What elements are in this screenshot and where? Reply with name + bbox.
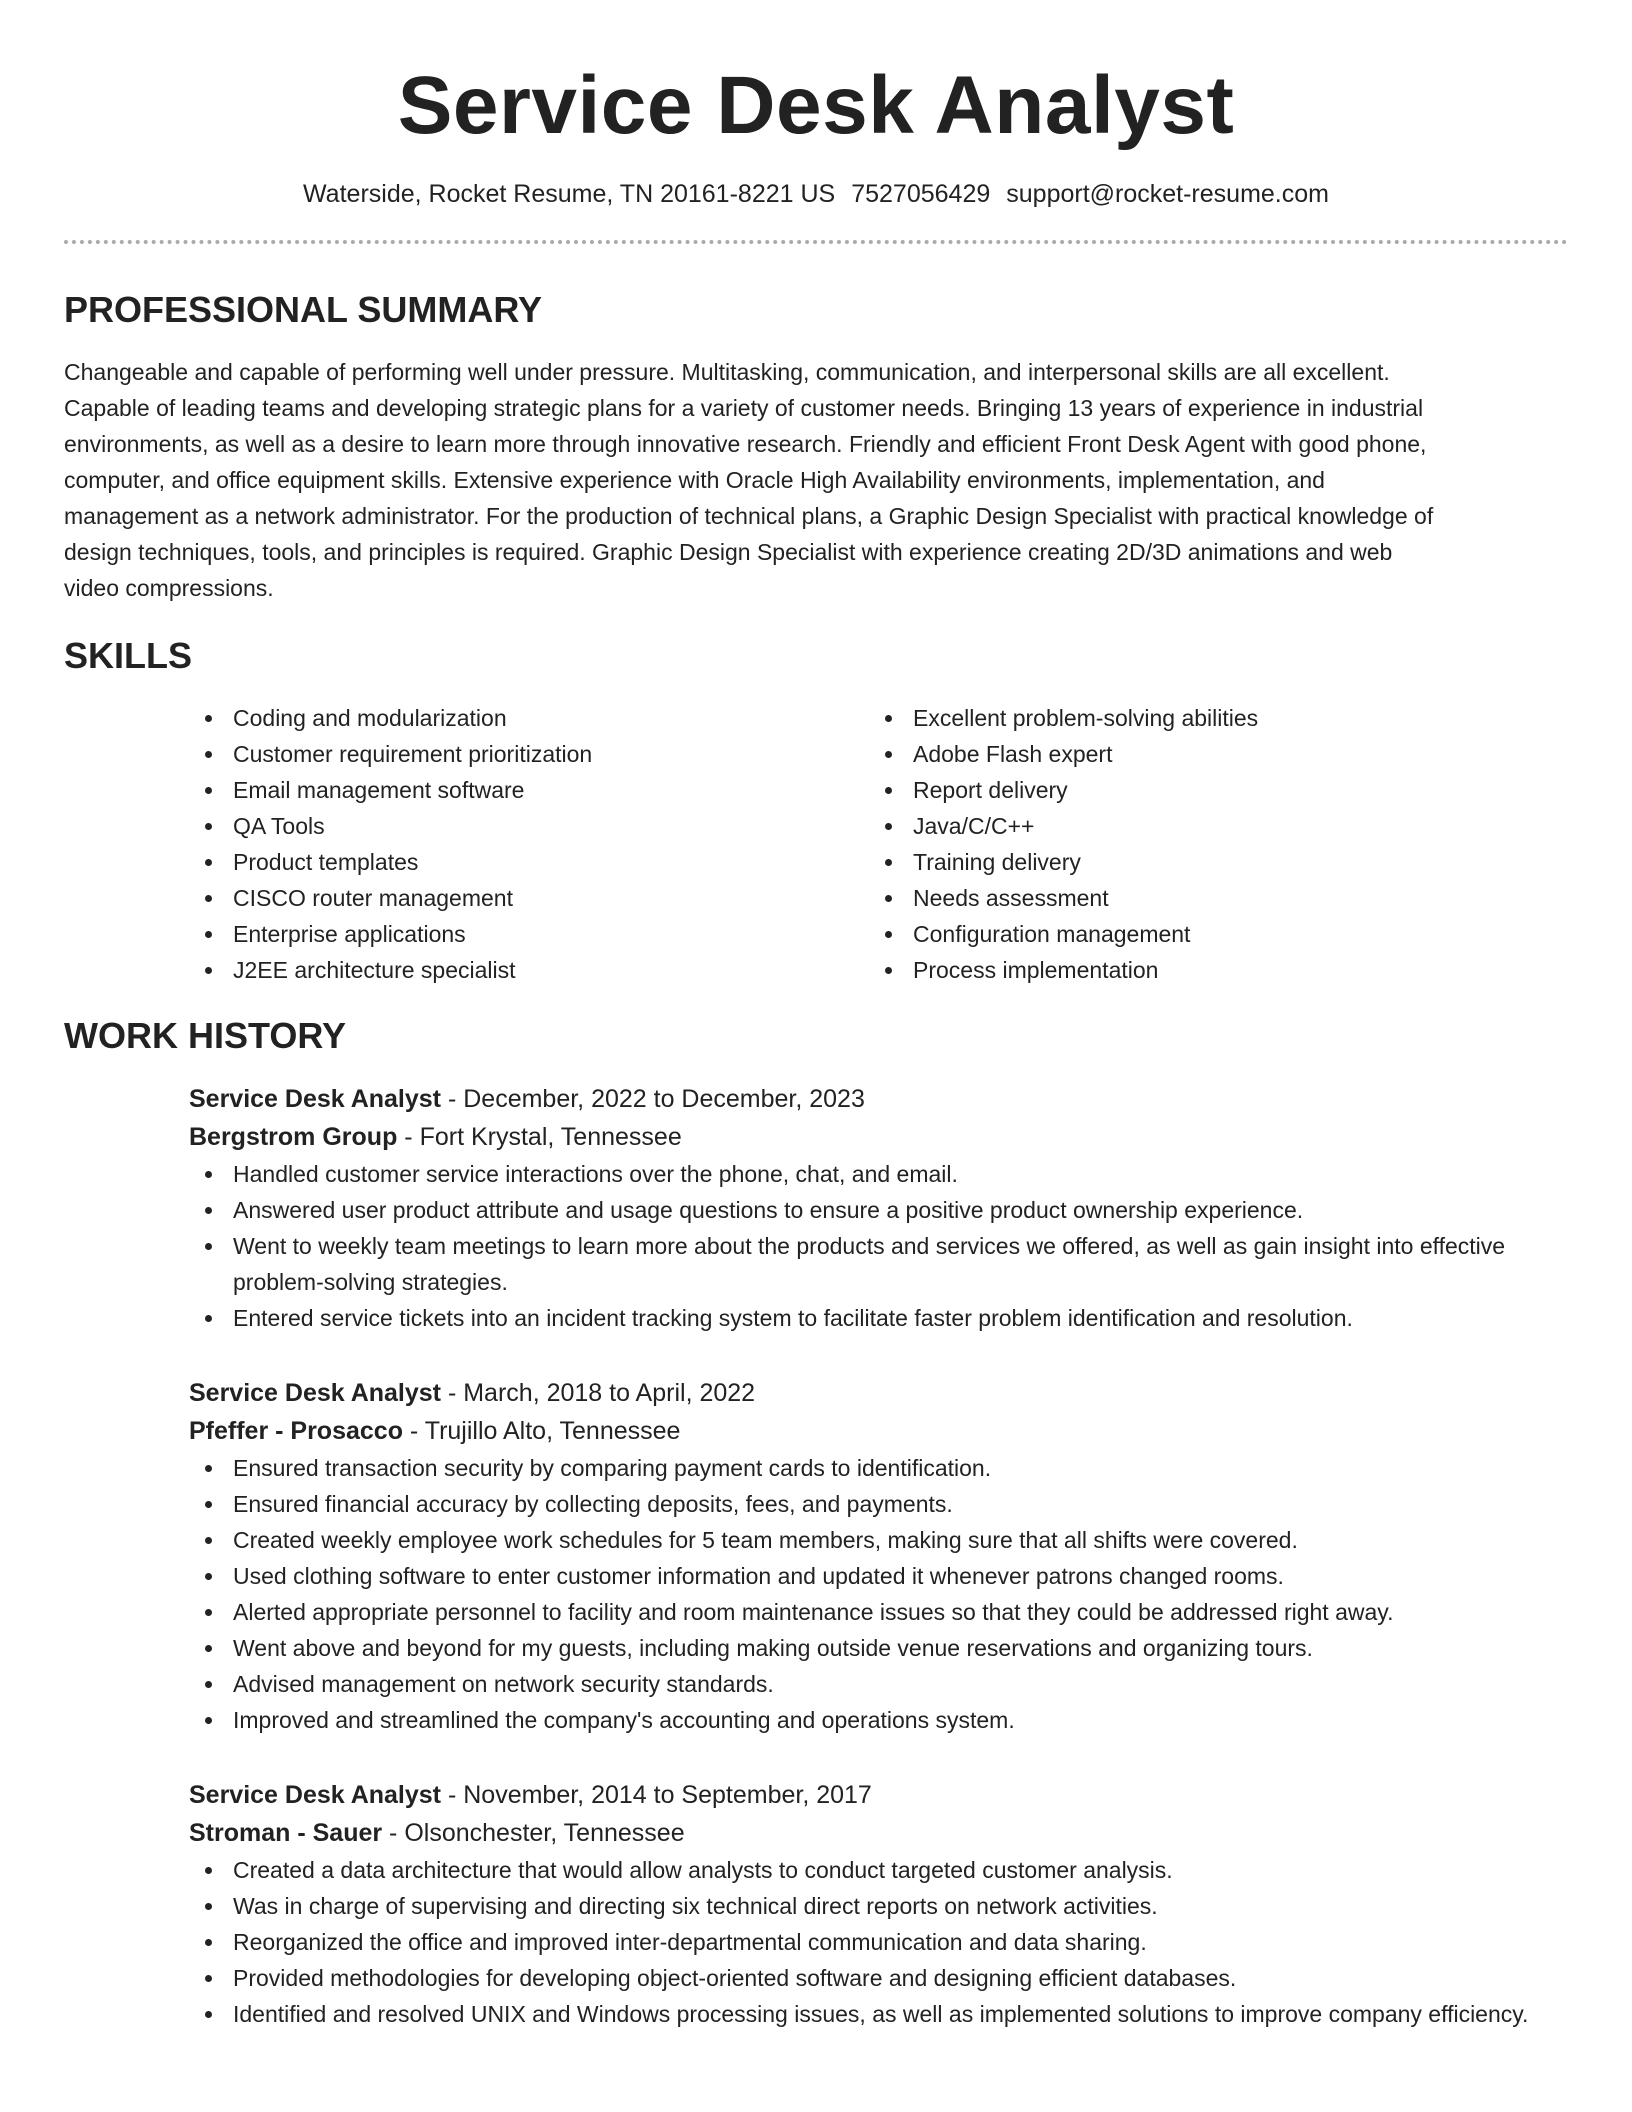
job-dates: - December, 2022 to December, 2023: [441, 1085, 865, 1113]
job-duties: [189, 1450, 1569, 1738]
contact-email: support@rocket-resume.com: [1006, 180, 1329, 208]
job-duty-item: Created weekly employee work schedules for 5 team members, making sure that all shifts were covered.: [189, 1522, 1569, 1558]
skill-item: CISCO router management: [189, 880, 869, 916]
job-duty-item: Advised management on network security standards.: [189, 1666, 1569, 1702]
skill-item: Customer requirement prioritization: [189, 736, 869, 772]
summary-text: Changeable and capable of performing well under pressure. Multitasking, communication, and interpersonal skills are all excellent. Capable of leading teams and developing strategic plans for a variety of customer needs. Bringing 13 years of experience in industrial environments, as well as a desire to learn more through innovative research. Friendly and efficient Front Desk Agent with good phone, computer, and office equipment skills. Extensive experience with Oracle High Availability environments, implementation, and management as a network administrator. For the production of technical plans, a Graphic Design Specialist with practical knowledge of design techniques, tools, and principles is required. Graphic Design Specialist with experience creating 2D/3D animations and web video compressions.: [64, 359, 1434, 601]
job-position: Service Desk Analyst: [189, 1781, 442, 1809]
skill-item: J2EE architecture specialist: [189, 952, 869, 988]
job-duties: [189, 1156, 1569, 1336]
job-duty-item: Entered service tickets into an incident tracking system to facilitate faster problem identification and resolution.: [189, 1300, 1569, 1336]
skills-column-right: [869, 700, 1549, 988]
job-location: - Fort Krystal, Tennessee: [397, 1123, 682, 1151]
job-duty-item: Went to weekly team meetings to learn more about the products and services we offered, as well as gain insight into effective problem-solving strategies.: [189, 1228, 1569, 1300]
summary-heading: PROFESSIONAL SUMMARY: [64, 289, 543, 330]
job-position: Service Desk Analyst: [189, 1085, 442, 1113]
skill-item: Excellent problem-solving abilities: [869, 700, 1549, 736]
job-duty-item: Ensured transaction security by comparing payment cards to identification.: [189, 1450, 1569, 1486]
job-title-line: [189, 1776, 1568, 1814]
job-title-line: [189, 1374, 1568, 1412]
job-company-line: [189, 1412, 1568, 1450]
contact-line: [64, 178, 1568, 210]
skill-item: Email management software: [189, 772, 869, 808]
job-company-line: [189, 1814, 1568, 1852]
resume-page: [64, 0, 1568, 2032]
job-duty-item: Went above and beyond for my guests, including making outside venue reservations and organizing tours.: [189, 1630, 1569, 1666]
job-company: Bergstrom Group: [189, 1123, 398, 1151]
skill-item: Training delivery: [869, 844, 1549, 880]
skill-item: QA Tools: [189, 808, 869, 844]
job-duties: [189, 1852, 1569, 2032]
job-duty-item: Improved and streamlined the company's accounting and operations system.: [189, 1702, 1569, 1738]
contact-address: Waterside, Rocket Resume, TN 20161-8221 US: [303, 180, 836, 208]
skill-item: Needs assessment: [869, 880, 1549, 916]
job-duty-item: Was in charge of supervising and directing six technical direct reports on network activities.: [189, 1888, 1569, 1924]
job-duty-item: Created a data architecture that would allow analysts to conduct targeted customer analysis.: [189, 1852, 1569, 1888]
job-duty-item: Reorganized the office and improved inter-departmental communication and data sharing.: [189, 1924, 1569, 1960]
skill-item: Enterprise applications: [189, 916, 869, 952]
skill-item: Process implementation: [869, 952, 1549, 988]
job-entry: [189, 1374, 1568, 1738]
job-duty-item: Handled customer service interactions over the phone, chat, and email.: [189, 1156, 1569, 1192]
job-duty-item: Provided methodologies for developing object-oriented software and designing efficient databases.: [189, 1960, 1569, 1996]
skills-list: [189, 700, 1568, 988]
job-duty-item: Answered user product attribute and usage questions to ensure a positive product ownership experience.: [189, 1192, 1569, 1228]
contact-phone: 7527056429: [851, 180, 991, 208]
skill-item: Report delivery: [869, 772, 1549, 808]
job-duty-item: Alerted appropriate personnel to facility and room maintenance issues so that they could be addressed right away.: [189, 1594, 1569, 1630]
skills-column-left: [189, 700, 869, 988]
job-entry: [189, 1776, 1568, 2032]
job-company-line: [189, 1118, 1568, 1156]
job-duty-item: Ensured financial accuracy by collecting deposits, fees, and payments.: [189, 1486, 1569, 1522]
header-divider: [64, 240, 1568, 244]
job-dates: - March, 2018 to April, 2022: [441, 1379, 756, 1407]
job-duty-item: Used clothing software to enter customer information and updated it whenever patrons changed rooms.: [189, 1558, 1569, 1594]
job-company: Stroman - Sauer: [189, 1819, 383, 1847]
skill-item: Adobe Flash expert: [869, 736, 1549, 772]
job-dates: - November, 2014 to September, 2017: [441, 1781, 872, 1809]
work-history-heading: WORK HISTORY: [64, 1015, 347, 1056]
job-duty-item: Identified and resolved UNIX and Windows processing issues, as well as implemented solutions to improve company efficiency.: [189, 1996, 1569, 2032]
job-location: - Trujillo Alto, Tennessee: [402, 1417, 681, 1445]
skill-item: Coding and modularization: [189, 700, 869, 736]
job-title-line: [189, 1080, 1568, 1118]
candidate-name: Service Desk Analyst: [397, 60, 1235, 151]
skill-item: Java/C/C++: [869, 808, 1549, 844]
skill-item: Configuration management: [869, 916, 1549, 952]
skills-heading: SKILLS: [64, 635, 193, 676]
job-position: Service Desk Analyst: [189, 1379, 442, 1407]
job-company: Pfeffer - Prosacco: [189, 1417, 403, 1445]
job-entry: [189, 1080, 1568, 1336]
job-location: - Olsonchester, Tennessee: [382, 1819, 685, 1847]
skill-item: Product templates: [189, 844, 869, 880]
